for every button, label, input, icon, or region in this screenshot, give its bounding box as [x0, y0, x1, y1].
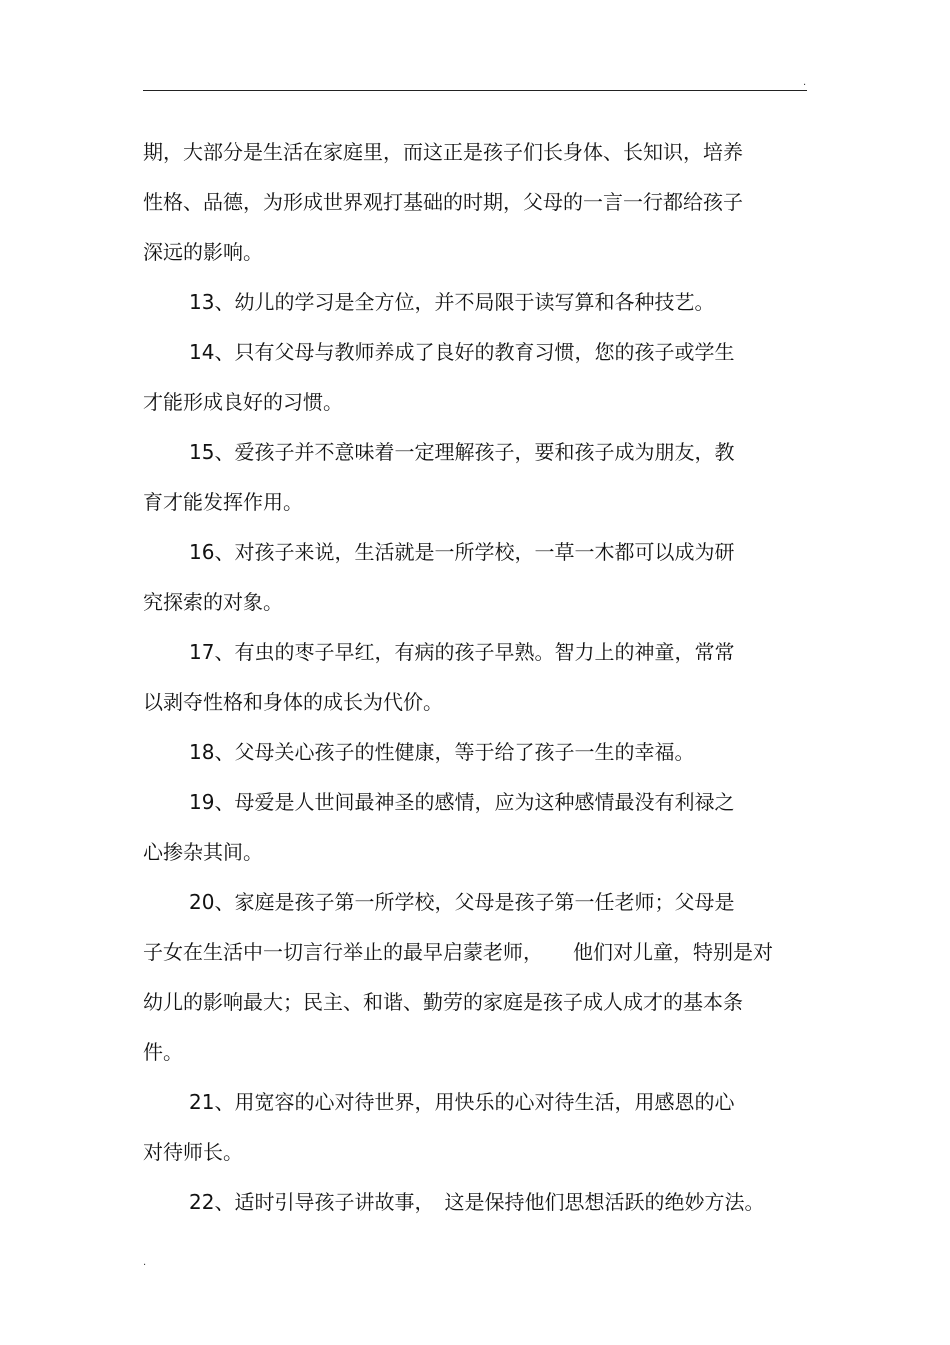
text-line: 19、母爱是人世间最神圣的感情，应为这种感情最没有利禄之: [189, 790, 735, 814]
paragraph-19: [143, 777, 807, 877]
text-line: 才能形成良好的习惯。: [143, 390, 343, 414]
document-body: [143, 127, 807, 1227]
header-rule: [143, 90, 807, 91]
text-line: 20、家庭是孩子第一所学校，父母是孩子第一任老师；父母是: [189, 890, 735, 914]
text-line: 15、爱孩子并不意味着一定理解孩子，要和孩子成为朋友，教: [189, 440, 735, 464]
text-line: 17、有虫的枣子早红，有病的孩子早熟。智力上的神童，常常: [189, 640, 735, 664]
text-line: 21、用宽容的心对待世界，用快乐的心对待生活，用感恩的心: [189, 1090, 735, 1114]
text-line: 14、只有父母与教师养成了良好的教育习惯，您的孩子或学生: [189, 340, 735, 364]
paragraph-13: [143, 277, 807, 327]
text-line: 深远的影响。: [143, 240, 263, 264]
text-line: 心掺杂其间。: [143, 840, 263, 864]
paragraph-continuation: [143, 127, 807, 277]
paragraph-18: [143, 727, 807, 777]
text-line: 13、幼儿的学习是全方位，并不局限于读写算和各种技艺。: [189, 290, 715, 314]
text-line: 件。: [143, 1040, 183, 1064]
text-line: 期，大部分是生活在家庭里，而这正是孩子们长身体、长知识，培养: [143, 140, 743, 164]
bottom-corner-mark: .: [143, 1257, 147, 1268]
text-line: 对待师长。: [143, 1140, 243, 1164]
paragraph-17: [143, 627, 807, 727]
paragraph-15: [143, 427, 807, 527]
paragraph-14: [143, 327, 807, 427]
text-line: 16、对孩子来说，生活就是一所学校，一草一木都可以成为研: [189, 540, 735, 564]
text-line: 子女在生活中一切言行举止的最早启蒙老师， 他们对儿童，特别是对: [143, 940, 773, 964]
text-line: 以剥夺性格和身体的成长为代价。: [143, 690, 443, 714]
top-corner-mark: .: [803, 77, 807, 88]
text-line: 育才能发挥作用。: [143, 490, 303, 514]
text-line: 究探索的对象。: [143, 590, 283, 614]
text-line: 22、适时引导孩子讲故事， 这是保持他们思想活跃的绝妙方法。: [189, 1190, 765, 1214]
paragraph-21: [143, 1077, 807, 1177]
text-line: 18、父母关心孩子的性健康，等于给了孩子一生的幸福。: [189, 740, 695, 764]
text-line: 性格、品德，为形成世界观打基础的时期，父母的一言一行都给孩子: [143, 190, 743, 214]
paragraph-22: [143, 1177, 807, 1227]
text-line: 幼儿的影响最大；民主、和谐、勤劳的家庭是孩子成人成才的基本条: [143, 990, 743, 1014]
paragraph-20: [143, 877, 807, 1077]
paragraph-16: [143, 527, 807, 627]
